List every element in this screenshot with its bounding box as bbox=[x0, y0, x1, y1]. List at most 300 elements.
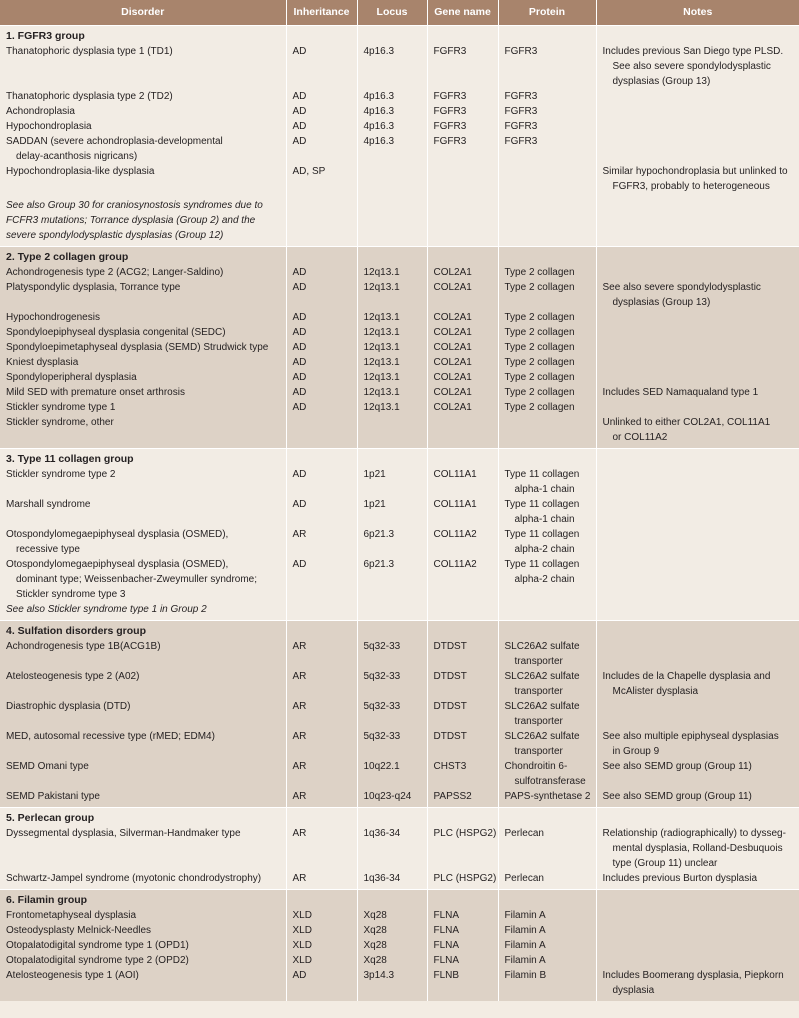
protein-cell bbox=[498, 923, 596, 938]
notes-cell bbox=[596, 467, 799, 497]
inheritance-cell: AD bbox=[286, 400, 357, 415]
locus-cell: 12q13.1 bbox=[357, 355, 427, 370]
group-title: 2. Type 2 collagen group bbox=[0, 247, 286, 266]
protein-cell bbox=[498, 759, 596, 789]
notes-cell bbox=[596, 370, 799, 385]
protein-cell bbox=[498, 497, 596, 527]
inheritance-cell: AR bbox=[286, 669, 357, 699]
inheritance-cell: AD bbox=[286, 44, 357, 89]
disorder-name: SADDAN (severe achondroplasia-developmental bbox=[6, 136, 223, 147]
notes-cell bbox=[596, 527, 799, 557]
empty-cell bbox=[596, 26, 799, 45]
empty-cell bbox=[498, 194, 596, 247]
gene-cell: FLNA bbox=[427, 938, 498, 953]
table-row bbox=[0, 164, 799, 194]
protein-name-cont: alpha-1 chain bbox=[514, 514, 575, 525]
header-inheritance: Inheritance bbox=[286, 0, 357, 26]
protein-name: Perlecan bbox=[504, 828, 544, 839]
disorder-cell bbox=[0, 699, 286, 729]
inheritance-cell: AD bbox=[286, 355, 357, 370]
protein-cell bbox=[498, 400, 596, 415]
protein-name: Type 2 collagen bbox=[504, 372, 575, 383]
inheritance-cell: AD bbox=[286, 310, 357, 325]
disorder-cell bbox=[0, 789, 286, 808]
inheritance-cell bbox=[286, 415, 357, 449]
group-note-line: severe spondylodysplastic dysplasias (Group 12) bbox=[6, 230, 224, 241]
disorder-name: Otopalatodigital syndrome type 2 (OPD2) bbox=[6, 955, 189, 966]
notes-cell bbox=[596, 639, 799, 669]
notes-cell bbox=[596, 968, 799, 1001]
protein-name-cont: sulfotransferase bbox=[514, 776, 586, 787]
note-text: See also SEMD group (Group 11) bbox=[602, 791, 752, 802]
protein-cell bbox=[498, 938, 596, 953]
empty-cell bbox=[498, 808, 596, 827]
empty-cell bbox=[596, 602, 799, 621]
empty-cell bbox=[596, 890, 799, 909]
notes-cell bbox=[596, 119, 799, 134]
group-note-row bbox=[0, 602, 799, 621]
disorder-name: Marshall syndrome bbox=[6, 499, 91, 510]
inheritance-cell: AD bbox=[286, 280, 357, 310]
gene-cell: COL2A1 bbox=[427, 310, 498, 325]
disorder-cell bbox=[0, 923, 286, 938]
table-row bbox=[0, 699, 799, 729]
empty-cell bbox=[427, 247, 498, 266]
protein-name-cont: transporter bbox=[514, 716, 563, 727]
disorder-cell bbox=[0, 871, 286, 890]
note-text-cont: dysplasia bbox=[612, 985, 655, 996]
disorder-name: Atelosteogenesis type 1 (AOI) bbox=[6, 970, 139, 981]
table-row bbox=[0, 265, 799, 280]
gene-cell: PLC (HSPG2) bbox=[427, 871, 498, 890]
group-note bbox=[0, 602, 286, 621]
gene-cell: DTDST bbox=[427, 669, 498, 699]
empty-cell bbox=[357, 26, 427, 45]
disorder-name: Diastrophic dysplasia (DTD) bbox=[6, 701, 131, 712]
table-row bbox=[0, 89, 799, 104]
group-note-line: See also Stickler syndrome type 1 in Group 2 bbox=[6, 604, 207, 615]
group-section bbox=[0, 247, 799, 449]
notes-cell bbox=[596, 385, 799, 400]
gene-cell: FGFR3 bbox=[427, 44, 498, 89]
empty-cell bbox=[596, 808, 799, 827]
notes-cell bbox=[596, 789, 799, 808]
empty-cell bbox=[286, 247, 357, 266]
notes-cell bbox=[596, 953, 799, 968]
inheritance-cell: XLD bbox=[286, 908, 357, 923]
group-title: 6. Filamin group bbox=[0, 890, 286, 909]
empty-cell bbox=[498, 247, 596, 266]
protein-cell bbox=[498, 639, 596, 669]
protein-name-cont: alpha-1 chain bbox=[514, 484, 575, 495]
table-row bbox=[0, 44, 799, 89]
note-text-cont: See also severe spondylodysplastic bbox=[612, 61, 771, 72]
protein-name: Type 2 collagen bbox=[504, 312, 575, 323]
disorder-name: Frontometaphyseal dysplasia bbox=[6, 910, 137, 921]
gene-cell: COL11A1 bbox=[427, 497, 498, 527]
table-row bbox=[0, 557, 799, 602]
protein-name: Perlecan bbox=[504, 873, 544, 884]
note-text-cont: dysplasias (Group 13) bbox=[612, 297, 711, 308]
gene-cell: FLNA bbox=[427, 953, 498, 968]
disorder-name: Hypochondroplasia-like dysplasia bbox=[6, 166, 155, 177]
locus-cell: 12q13.1 bbox=[357, 370, 427, 385]
disorder-cell bbox=[0, 340, 286, 355]
inheritance-cell: AR bbox=[286, 729, 357, 759]
note-text-cont: McAlister dysplasia bbox=[612, 686, 699, 697]
empty-cell bbox=[596, 247, 799, 266]
locus-cell: 1p21 bbox=[357, 497, 427, 527]
gene-cell: COL11A2 bbox=[427, 557, 498, 602]
inheritance-cell: XLD bbox=[286, 923, 357, 938]
table-row bbox=[0, 310, 799, 325]
empty-cell bbox=[286, 621, 357, 640]
protein-cell bbox=[498, 310, 596, 325]
disorder-name: SEMD Pakistani type bbox=[6, 791, 100, 802]
table-row bbox=[0, 923, 799, 938]
group-section bbox=[0, 621, 799, 808]
protein-cell bbox=[498, 467, 596, 497]
note-text-cont: in Group 9 bbox=[612, 746, 660, 757]
note-text: Includes SED Namaqualand type 1 bbox=[602, 387, 759, 398]
empty-cell bbox=[498, 26, 596, 45]
disorder-name: Spondyloepiphyseal dysplasia congenital (SEDC) bbox=[6, 327, 226, 338]
notes-cell bbox=[596, 340, 799, 355]
disorder-name: Spondyloperipheral dysplasia bbox=[6, 372, 137, 383]
locus-cell: 12q13.1 bbox=[357, 385, 427, 400]
gene-cell: PLC (HSPG2) bbox=[427, 826, 498, 871]
protein-cell bbox=[498, 325, 596, 340]
protein-name: Filamin A bbox=[504, 925, 546, 936]
locus-cell: 5q32-33 bbox=[357, 729, 427, 759]
disorder-cell bbox=[0, 370, 286, 385]
gene-cell: FGFR3 bbox=[427, 134, 498, 164]
gene-cell bbox=[427, 164, 498, 194]
note-text-cont: dysplasias (Group 13) bbox=[612, 76, 711, 87]
gene-cell: CHST3 bbox=[427, 759, 498, 789]
gene-cell: COL2A1 bbox=[427, 340, 498, 355]
empty-cell bbox=[427, 449, 498, 468]
note-text: Unlinked to either COL2A1, COL11A1 bbox=[602, 417, 771, 428]
disorder-name: Achondrogenesis type 2 (ACG2; Langer-Saldino) bbox=[6, 267, 224, 278]
note-text-cont: mental dysplasia, Rolland-Desbuquois bbox=[612, 843, 783, 854]
group-title: 5. Perlecan group bbox=[0, 808, 286, 827]
gene-cell: COL11A2 bbox=[427, 527, 498, 557]
table-row bbox=[0, 119, 799, 134]
empty-cell bbox=[357, 808, 427, 827]
table-row bbox=[0, 370, 799, 385]
empty-cell bbox=[498, 602, 596, 621]
protein-name: SLC26A2 sulfate bbox=[504, 641, 580, 652]
notes-cell bbox=[596, 104, 799, 119]
protein-cell bbox=[498, 729, 596, 759]
protein-name: Filamin B bbox=[504, 970, 547, 981]
disorder-name-cont: recessive type bbox=[16, 544, 80, 555]
notes-cell bbox=[596, 497, 799, 527]
group-title-row bbox=[0, 808, 799, 827]
table-row bbox=[0, 415, 799, 449]
table-row bbox=[0, 497, 799, 527]
protein-name: Type 2 collagen bbox=[504, 357, 575, 368]
disorder-cell bbox=[0, 729, 286, 759]
table-row bbox=[0, 325, 799, 340]
gene-cell: FLNA bbox=[427, 923, 498, 938]
disorder-cell bbox=[0, 119, 286, 134]
gene-cell: FGFR3 bbox=[427, 104, 498, 119]
inheritance-cell: AD bbox=[286, 134, 357, 164]
disorder-cell bbox=[0, 280, 286, 310]
group-note-row bbox=[0, 194, 799, 247]
gene-cell: COL2A1 bbox=[427, 385, 498, 400]
disorder-cell bbox=[0, 497, 286, 527]
note-text: See also SEMD group (Group 11) bbox=[602, 761, 752, 772]
notes-cell bbox=[596, 699, 799, 729]
empty-cell bbox=[286, 26, 357, 45]
inheritance-cell: XLD bbox=[286, 953, 357, 968]
gene-cell: COL2A1 bbox=[427, 400, 498, 415]
inheritance-cell: AR bbox=[286, 639, 357, 669]
protein-cell bbox=[498, 953, 596, 968]
locus-cell: 5q32-33 bbox=[357, 699, 427, 729]
disorder-name: Thanatophoric dysplasia type 2 (TD2) bbox=[6, 91, 173, 102]
protein-name: Type 11 collagen bbox=[504, 499, 580, 510]
protein-cell bbox=[498, 871, 596, 890]
protein-name-cont: transporter bbox=[514, 686, 563, 697]
locus-cell: 12q13.1 bbox=[357, 280, 427, 310]
empty-cell bbox=[427, 26, 498, 45]
inheritance-cell: AR bbox=[286, 826, 357, 871]
protein-cell bbox=[498, 968, 596, 1001]
notes-cell bbox=[596, 938, 799, 953]
header-gene-name: Gene name bbox=[427, 0, 498, 26]
group-title: 4. Sulfation disorders group bbox=[0, 621, 286, 640]
disorder-name: Osteodysplasty Melnick-Needles bbox=[6, 925, 152, 936]
disorder-name: Kniest dysplasia bbox=[6, 357, 79, 368]
locus-cell: 10q23-q24 bbox=[357, 789, 427, 808]
inheritance-cell: AD bbox=[286, 467, 357, 497]
locus-cell: Xq28 bbox=[357, 953, 427, 968]
protein-name: SLC26A2 sulfate bbox=[504, 671, 580, 682]
disorder-cell bbox=[0, 908, 286, 923]
locus-cell: 6p21.3 bbox=[357, 557, 427, 602]
protein-cell bbox=[498, 280, 596, 310]
empty-cell bbox=[357, 247, 427, 266]
protein-cell bbox=[498, 164, 596, 194]
empty-cell bbox=[357, 890, 427, 909]
inheritance-cell: AD bbox=[286, 497, 357, 527]
empty-cell bbox=[286, 602, 357, 621]
locus-cell: Xq28 bbox=[357, 908, 427, 923]
protein-name-cont: alpha-2 chain bbox=[514, 544, 575, 555]
gene-cell: DTDST bbox=[427, 639, 498, 669]
table-row bbox=[0, 340, 799, 355]
locus-cell: 12q13.1 bbox=[357, 325, 427, 340]
disorder-name: Stickler syndrome type 2 bbox=[6, 469, 116, 480]
disorder-name: Hypochondrogenesis bbox=[6, 312, 100, 323]
empty-cell bbox=[596, 621, 799, 640]
inheritance-cell: AD bbox=[286, 557, 357, 602]
notes-cell bbox=[596, 415, 799, 449]
table-row bbox=[0, 134, 799, 164]
protein-name: FGFR3 bbox=[504, 121, 538, 132]
empty-cell bbox=[427, 602, 498, 621]
protein-name: Type 11 collagen bbox=[504, 529, 580, 540]
protein-name: Type 2 collagen bbox=[504, 282, 575, 293]
table-row bbox=[0, 400, 799, 415]
protein-name: FGFR3 bbox=[504, 91, 538, 102]
header-protein: Protein bbox=[498, 0, 596, 26]
locus-cell: 3p14.3 bbox=[357, 968, 427, 1001]
disorder-name: Spondyloepimetaphyseal dysplasia (SEMD) Strudwick type bbox=[6, 342, 269, 353]
group-section bbox=[0, 890, 799, 1002]
disorder-name: Otospondylomegaepiphyseal dysplasia (OSMED), bbox=[6, 529, 229, 540]
protein-name: Chondroitin 6- bbox=[504, 761, 568, 772]
empty-cell bbox=[498, 621, 596, 640]
disorder-cell bbox=[0, 310, 286, 325]
table-row bbox=[0, 669, 799, 699]
notes-cell bbox=[596, 134, 799, 164]
empty-cell bbox=[427, 194, 498, 247]
note-text: See also severe spondylodysplastic bbox=[602, 282, 761, 293]
locus-cell: 12q13.1 bbox=[357, 265, 427, 280]
locus-cell: Xq28 bbox=[357, 938, 427, 953]
disorder-cell bbox=[0, 325, 286, 340]
table-row bbox=[0, 759, 799, 789]
protein-cell bbox=[498, 340, 596, 355]
inheritance-cell: AD bbox=[286, 325, 357, 340]
gene-cell: DTDST bbox=[427, 729, 498, 759]
note-text-cont: or COL11A2 bbox=[612, 432, 668, 443]
empty-cell bbox=[498, 890, 596, 909]
protein-name-cont: transporter bbox=[514, 746, 563, 757]
disorder-cell bbox=[0, 355, 286, 370]
note-text: Includes previous Burton dysplasia bbox=[602, 873, 758, 884]
table-row bbox=[0, 789, 799, 808]
disorder-name: MED, autosomal recessive type (rMED; EDM4) bbox=[6, 731, 215, 742]
locus-cell: 12q13.1 bbox=[357, 400, 427, 415]
group-title-row bbox=[0, 26, 799, 45]
notes-cell bbox=[596, 669, 799, 699]
group-section bbox=[0, 26, 799, 247]
disorder-cell bbox=[0, 557, 286, 602]
protein-cell bbox=[498, 89, 596, 104]
disorder-name: Mild SED with premature onset arthrosis bbox=[6, 387, 185, 398]
notes-cell bbox=[596, 729, 799, 759]
notes-cell bbox=[596, 325, 799, 340]
inheritance-cell: XLD bbox=[286, 938, 357, 953]
gene-cell: COL2A1 bbox=[427, 355, 498, 370]
notes-cell bbox=[596, 265, 799, 280]
disorder-name: SEMD Omani type bbox=[6, 761, 89, 772]
protein-name: PAPS-synthetase 2 bbox=[504, 791, 591, 802]
table-row bbox=[0, 355, 799, 370]
inheritance-cell: AR bbox=[286, 527, 357, 557]
group-note-line: FCFR3 mutations; Torrance dysplasia (Group 2) and the bbox=[6, 215, 256, 226]
inheritance-cell: AD bbox=[286, 119, 357, 134]
group-title-row bbox=[0, 621, 799, 640]
locus-cell: 4p16.3 bbox=[357, 134, 427, 164]
disorder-cell bbox=[0, 265, 286, 280]
table-row bbox=[0, 280, 799, 310]
locus-cell: 5q32-33 bbox=[357, 639, 427, 669]
header-notes: Notes bbox=[596, 0, 799, 26]
group-section bbox=[0, 449, 799, 621]
inheritance-cell: AD bbox=[286, 89, 357, 104]
locus-cell bbox=[357, 415, 427, 449]
notes-cell bbox=[596, 44, 799, 89]
protein-cell bbox=[498, 789, 596, 808]
protein-cell bbox=[498, 44, 596, 89]
gene-cell: COL2A1 bbox=[427, 325, 498, 340]
empty-cell bbox=[596, 449, 799, 468]
disorder-name: Atelosteogenesis type 2 (A02) bbox=[6, 671, 140, 682]
disorder-cell bbox=[0, 164, 286, 194]
disorder-cell bbox=[0, 968, 286, 1001]
disorder-name-cont: delay-acanthosis nigricans) bbox=[16, 151, 138, 162]
gene-cell: COL2A1 bbox=[427, 265, 498, 280]
empty-cell bbox=[357, 449, 427, 468]
gene-cell: PAPSS2 bbox=[427, 789, 498, 808]
locus-cell: 4p16.3 bbox=[357, 104, 427, 119]
inheritance-cell: AD bbox=[286, 265, 357, 280]
inheritance-cell: AD bbox=[286, 968, 357, 1001]
locus-cell: 1p21 bbox=[357, 467, 427, 497]
table-row bbox=[0, 953, 799, 968]
gene-cell: DTDST bbox=[427, 699, 498, 729]
empty-cell bbox=[286, 808, 357, 827]
disorder-cell bbox=[0, 527, 286, 557]
protein-cell bbox=[498, 265, 596, 280]
note-text: Similar hypochondroplasia but unlinked to bbox=[602, 166, 788, 177]
protein-name: SLC26A2 sulfate bbox=[504, 701, 580, 712]
inheritance-cell: AD bbox=[286, 340, 357, 355]
locus-cell: 10q22.1 bbox=[357, 759, 427, 789]
inheritance-cell: AD bbox=[286, 385, 357, 400]
locus-cell: 5q32-33 bbox=[357, 669, 427, 699]
disorder-name: Achondroplasia bbox=[6, 106, 75, 117]
disorder-name: Thanatophoric dysplasia type 1 (TD1) bbox=[6, 46, 173, 57]
disorder-cell bbox=[0, 953, 286, 968]
protein-name: Type 2 collagen bbox=[504, 327, 575, 338]
empty-cell bbox=[427, 890, 498, 909]
notes-cell bbox=[596, 400, 799, 415]
protein-cell bbox=[498, 355, 596, 370]
locus-cell: 1q36-34 bbox=[357, 826, 427, 871]
group-title-row bbox=[0, 247, 799, 266]
protein-name: Type 2 collagen bbox=[504, 402, 575, 413]
locus-cell: 4p16.3 bbox=[357, 119, 427, 134]
note-text: See also multiple epiphyseal dysplasias bbox=[602, 731, 779, 742]
gene-cell: COL2A1 bbox=[427, 280, 498, 310]
gene-cell: FGFR3 bbox=[427, 89, 498, 104]
inheritance-cell: AR bbox=[286, 759, 357, 789]
group-note bbox=[0, 194, 286, 247]
locus-cell: 12q13.1 bbox=[357, 310, 427, 325]
empty-cell bbox=[357, 602, 427, 621]
protein-name: Type 2 collagen bbox=[504, 267, 575, 278]
locus-cell: 4p16.3 bbox=[357, 44, 427, 89]
table-row bbox=[0, 729, 799, 759]
notes-cell bbox=[596, 355, 799, 370]
locus-cell: Xq28 bbox=[357, 923, 427, 938]
protein-name: Type 2 collagen bbox=[504, 342, 575, 353]
disorder-name: Stickler syndrome, other bbox=[6, 417, 114, 428]
locus-cell: 12q13.1 bbox=[357, 340, 427, 355]
protein-cell bbox=[498, 134, 596, 164]
inheritance-cell: AR bbox=[286, 699, 357, 729]
protein-cell bbox=[498, 385, 596, 400]
gene-cell: FLNB bbox=[427, 968, 498, 1001]
